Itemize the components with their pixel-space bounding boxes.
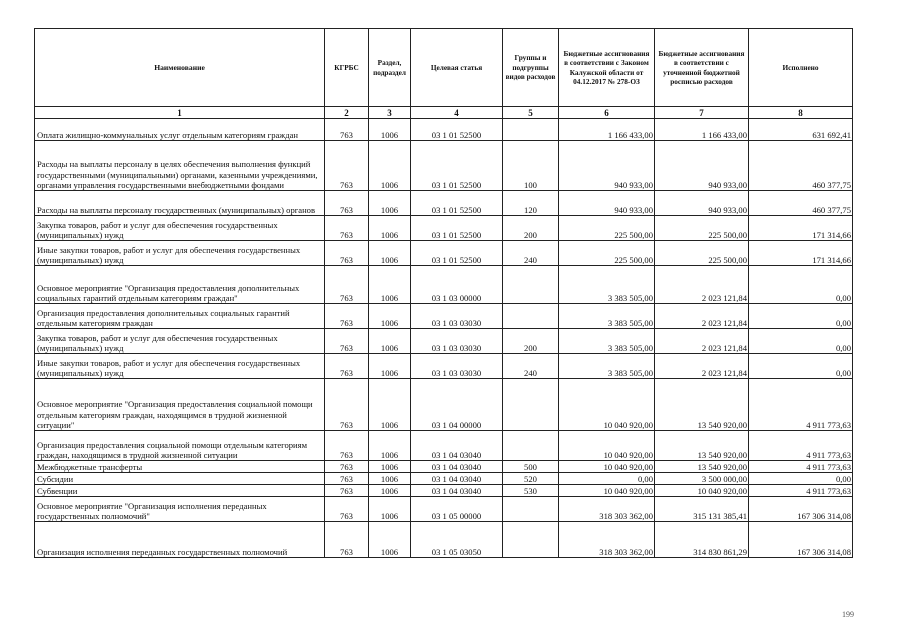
header-target: Целевая статья bbox=[411, 29, 503, 107]
row-section: 1006 bbox=[369, 241, 411, 266]
row-target: 03 1 04 00000 bbox=[411, 379, 503, 431]
row-kgrbs: 763 bbox=[325, 461, 369, 473]
row-group: 120 bbox=[503, 191, 559, 216]
row-group: 240 bbox=[503, 241, 559, 266]
row-group: 200 bbox=[503, 329, 559, 354]
row-group bbox=[503, 497, 559, 522]
row-group: 100 bbox=[503, 141, 559, 191]
row-section: 1006 bbox=[369, 485, 411, 497]
row-target: 03 1 04 03040 bbox=[411, 473, 503, 485]
row-kgrbs: 763 bbox=[325, 266, 369, 304]
row-name: Иные закупки товаров, работ и услуг для обеспечения государственных (муниципальных) нужд bbox=[35, 354, 325, 379]
row-kgrbs: 763 bbox=[325, 141, 369, 191]
row-section: 1006 bbox=[369, 266, 411, 304]
row-section: 1006 bbox=[369, 191, 411, 216]
row-section: 1006 bbox=[369, 141, 411, 191]
row-name: Основное мероприятие "Организация предоставления социальной помощи отдельным категориям граждан, находящимся в трудной жизненной ситуации" bbox=[35, 379, 325, 431]
row-executed: 460 377,75 bbox=[749, 141, 853, 191]
row-target: 03 1 01 52500 bbox=[411, 191, 503, 216]
row-name: Субвенции bbox=[35, 485, 325, 497]
row-updated: 2 023 121,84 bbox=[655, 266, 749, 304]
row-section: 1006 bbox=[369, 473, 411, 485]
row-target: 03 1 05 03050 bbox=[411, 522, 503, 558]
row-name: Иные закупки товаров, работ и услуг для обеспечения государственных (муниципальных) нужд bbox=[35, 241, 325, 266]
header-law: Бюджетные ассигнования в соответствии с Законом Калужской области от 04.12.2017 № 278-ОЗ bbox=[559, 29, 655, 107]
row-executed: 4 911 773,63 bbox=[749, 485, 853, 497]
row-name: Основное мероприятие "Организация предоставления дополнительных социальных гарантий отдельным категориям граждан" bbox=[35, 266, 325, 304]
row-executed: 171 314,66 bbox=[749, 216, 853, 241]
header-groups: Группы и подгруппы видов расходов bbox=[503, 29, 559, 107]
row-executed: 631 692,41 bbox=[749, 119, 853, 141]
row-name: Основное мероприятие "Организация исполнения переданных государственных полномочий" bbox=[35, 497, 325, 522]
row-section: 1006 bbox=[369, 522, 411, 558]
row-law: 10 040 920,00 bbox=[559, 431, 655, 461]
row-section: 1006 bbox=[369, 354, 411, 379]
row-kgrbs: 763 bbox=[325, 379, 369, 431]
row-target: 03 1 03 03030 bbox=[411, 304, 503, 329]
row-law: 10 040 920,00 bbox=[559, 485, 655, 497]
row-kgrbs: 763 bbox=[325, 119, 369, 141]
header-section: Раздел, подраздел bbox=[369, 29, 411, 107]
column-number: 3 bbox=[369, 107, 411, 119]
row-executed: 167 306 314,08 bbox=[749, 522, 853, 558]
row-target: 03 1 01 52500 bbox=[411, 141, 503, 191]
row-target: 03 1 01 52500 bbox=[411, 216, 503, 241]
column-number: 6 bbox=[559, 107, 655, 119]
table-row bbox=[35, 216, 853, 241]
header-updated: Бюджетные ассигнования в соответствии с уточненной бюджетной росписью расходов bbox=[655, 29, 749, 107]
header-kgrbs: КГРБС bbox=[325, 29, 369, 107]
row-group bbox=[503, 119, 559, 141]
row-kgrbs: 763 bbox=[325, 497, 369, 522]
page-number: 199 bbox=[842, 610, 854, 619]
row-law: 940 933,00 bbox=[559, 191, 655, 216]
table-row bbox=[35, 119, 853, 141]
column-number: 8 bbox=[749, 107, 853, 119]
row-target: 03 1 05 00000 bbox=[411, 497, 503, 522]
row-kgrbs: 763 bbox=[325, 431, 369, 461]
row-kgrbs: 763 bbox=[325, 485, 369, 497]
row-executed: 171 314,66 bbox=[749, 241, 853, 266]
table-row bbox=[35, 191, 853, 216]
row-updated: 940 933,00 bbox=[655, 191, 749, 216]
row-name: Организация предоставления социальной помощи отдельным категориям граждан, находящимся в трудной жизненной ситуации bbox=[35, 431, 325, 461]
row-target: 03 1 03 03030 bbox=[411, 354, 503, 379]
row-name: Оплата жилищно-коммунальных услуг отдельным категориям граждан bbox=[35, 119, 325, 141]
row-target: 03 1 04 03040 bbox=[411, 485, 503, 497]
column-number: 1 bbox=[35, 107, 325, 119]
table-row bbox=[35, 141, 853, 191]
row-updated: 13 540 920,00 bbox=[655, 431, 749, 461]
table-row bbox=[35, 461, 853, 473]
row-section: 1006 bbox=[369, 304, 411, 329]
row-name: Организация исполнения переданных государственных полномочий bbox=[35, 522, 325, 558]
row-name: Закупка товаров, работ и услуг для обеспечения государственных (муниципальных) нужд bbox=[35, 216, 325, 241]
table-row bbox=[35, 379, 853, 431]
row-updated: 940 933,00 bbox=[655, 141, 749, 191]
row-kgrbs: 763 bbox=[325, 304, 369, 329]
row-kgrbs: 763 bbox=[325, 216, 369, 241]
table-row bbox=[35, 497, 853, 522]
row-law: 3 383 505,00 bbox=[559, 329, 655, 354]
row-group bbox=[503, 431, 559, 461]
row-group bbox=[503, 304, 559, 329]
row-kgrbs: 763 bbox=[325, 522, 369, 558]
row-target: 03 1 03 00000 bbox=[411, 266, 503, 304]
row-kgrbs: 763 bbox=[325, 191, 369, 216]
row-law: 318 303 362,00 bbox=[559, 497, 655, 522]
row-executed: 0,00 bbox=[749, 354, 853, 379]
row-executed: 4 911 773,63 bbox=[749, 379, 853, 431]
row-target: 03 1 01 52500 bbox=[411, 119, 503, 141]
column-number: 7 bbox=[655, 107, 749, 119]
table-row bbox=[35, 241, 853, 266]
row-target: 03 1 01 52500 bbox=[411, 241, 503, 266]
column-number: 4 bbox=[411, 107, 503, 119]
header-row bbox=[35, 29, 853, 107]
row-section: 1006 bbox=[369, 497, 411, 522]
row-law: 10 040 920,00 bbox=[559, 461, 655, 473]
row-executed: 0,00 bbox=[749, 304, 853, 329]
row-target: 03 1 03 03030 bbox=[411, 329, 503, 354]
row-executed: 0,00 bbox=[749, 266, 853, 304]
row-law: 3 383 505,00 bbox=[559, 304, 655, 329]
row-executed: 4 911 773,63 bbox=[749, 431, 853, 461]
row-section: 1006 bbox=[369, 431, 411, 461]
row-section: 1006 bbox=[369, 379, 411, 431]
row-group: 520 bbox=[503, 473, 559, 485]
row-law: 3 383 505,00 bbox=[559, 354, 655, 379]
table-body bbox=[35, 119, 853, 558]
row-updated: 1 166 433,00 bbox=[655, 119, 749, 141]
row-executed: 4 911 773,63 bbox=[749, 461, 853, 473]
row-name: Расходы на выплаты персоналу в целях обеспечения выполнения функций государственными (муниципальными) органами, казенными учреждениями, органами управления государственными внебюджетными фондами bbox=[35, 141, 325, 191]
row-executed: 0,00 bbox=[749, 329, 853, 354]
row-group: 530 bbox=[503, 485, 559, 497]
row-kgrbs: 763 bbox=[325, 329, 369, 354]
row-name: Закупка товаров, работ и услуг для обеспечения государственных (муниципальных) нужд bbox=[35, 329, 325, 354]
table-row bbox=[35, 354, 853, 379]
row-updated: 225 500,00 bbox=[655, 216, 749, 241]
row-law: 10 040 920,00 bbox=[559, 379, 655, 431]
table-row bbox=[35, 266, 853, 304]
table-row bbox=[35, 304, 853, 329]
row-executed: 0,00 bbox=[749, 473, 853, 485]
row-target: 03 1 04 03040 bbox=[411, 461, 503, 473]
row-executed: 460 377,75 bbox=[749, 191, 853, 216]
row-updated: 2 023 121,84 bbox=[655, 304, 749, 329]
row-group: 500 bbox=[503, 461, 559, 473]
header-executed: Исполнено bbox=[749, 29, 853, 107]
row-kgrbs: 763 bbox=[325, 473, 369, 485]
table-row bbox=[35, 485, 853, 497]
row-law: 1 166 433,00 bbox=[559, 119, 655, 141]
row-group bbox=[503, 379, 559, 431]
row-law: 940 933,00 bbox=[559, 141, 655, 191]
table-row bbox=[35, 329, 853, 354]
row-law: 318 303 362,00 bbox=[559, 522, 655, 558]
row-group bbox=[503, 266, 559, 304]
row-name: Расходы на выплаты персоналу государственных (муниципальных) органов bbox=[35, 191, 325, 216]
row-updated: 315 131 385,41 bbox=[655, 497, 749, 522]
row-name: Организация предоставления дополнительных социальных гарантий отдельным категориям граждан bbox=[35, 304, 325, 329]
column-number: 5 bbox=[503, 107, 559, 119]
row-updated: 2 023 121,84 bbox=[655, 354, 749, 379]
table-row bbox=[35, 473, 853, 485]
column-number-row bbox=[35, 107, 853, 119]
row-group: 240 bbox=[503, 354, 559, 379]
header-name: Наименование bbox=[35, 29, 325, 107]
row-updated: 10 040 920,00 bbox=[655, 485, 749, 497]
row-law: 225 500,00 bbox=[559, 241, 655, 266]
budget-table bbox=[34, 28, 853, 558]
row-updated: 13 540 920,00 bbox=[655, 461, 749, 473]
row-section: 1006 bbox=[369, 461, 411, 473]
row-law: 3 383 505,00 bbox=[559, 266, 655, 304]
row-updated: 225 500,00 bbox=[655, 241, 749, 266]
row-executed: 167 306 314,08 bbox=[749, 497, 853, 522]
table-row bbox=[35, 431, 853, 461]
row-name: Субсидии bbox=[35, 473, 325, 485]
row-name: Межбюджетные трансферты bbox=[35, 461, 325, 473]
row-group bbox=[503, 522, 559, 558]
row-law: 225 500,00 bbox=[559, 216, 655, 241]
row-section: 1006 bbox=[369, 329, 411, 354]
row-kgrbs: 763 bbox=[325, 354, 369, 379]
row-section: 1006 bbox=[369, 216, 411, 241]
row-updated: 13 540 920,00 bbox=[655, 379, 749, 431]
column-number: 2 bbox=[325, 107, 369, 119]
row-section: 1006 bbox=[369, 119, 411, 141]
row-group: 200 bbox=[503, 216, 559, 241]
table-row bbox=[35, 522, 853, 558]
row-law: 0,00 bbox=[559, 473, 655, 485]
row-target: 03 1 04 03040 bbox=[411, 431, 503, 461]
row-updated: 2 023 121,84 bbox=[655, 329, 749, 354]
row-kgrbs: 763 bbox=[325, 241, 369, 266]
row-updated: 314 830 861,29 bbox=[655, 522, 749, 558]
row-updated: 3 500 000,00 bbox=[655, 473, 749, 485]
